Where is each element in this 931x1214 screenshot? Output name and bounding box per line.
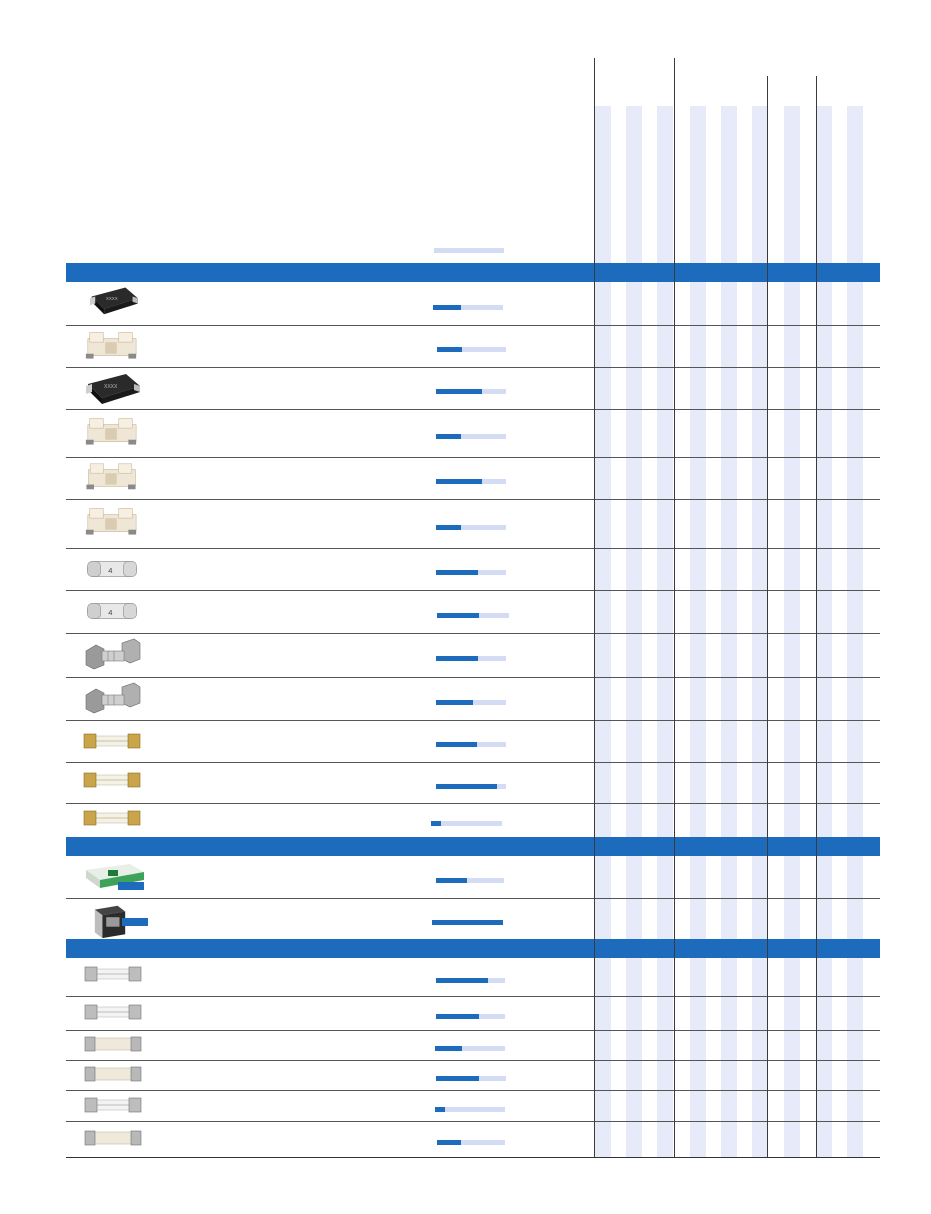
cartridge-fuse-icon — [82, 594, 142, 628]
row-separator — [66, 1090, 880, 1091]
row-separator — [66, 548, 880, 549]
rating-bar — [435, 1107, 505, 1112]
glass-fuse-icon — [82, 1095, 144, 1115]
row-separator — [66, 590, 880, 591]
section-header-band — [66, 263, 880, 282]
rating-bar — [437, 613, 509, 618]
rating-bar-fill — [437, 613, 479, 618]
rating-bar-fill — [436, 978, 488, 983]
rating-bar-fill — [436, 784, 497, 789]
section-header-band — [66, 939, 880, 958]
glass-fuse-icon — [82, 731, 142, 751]
row-separator — [66, 367, 880, 368]
product-tag — [122, 918, 148, 926]
row-separator — [66, 633, 880, 634]
rating-bar — [436, 656, 506, 661]
rating-bar-fill — [437, 1140, 461, 1145]
rating-bar-fill — [436, 434, 461, 439]
glass-fuse-icon — [82, 964, 144, 984]
rating-bar-fill — [436, 656, 478, 661]
row-separator — [66, 996, 880, 997]
row-separator — [66, 677, 880, 678]
rating-bar-fill — [433, 305, 461, 310]
rating-bar — [433, 305, 503, 310]
rating-bar — [436, 389, 506, 394]
rating-bar — [436, 878, 504, 883]
rating-bar-fill — [436, 570, 478, 575]
smd-fuse-black-icon — [84, 284, 142, 316]
smd-fuse-holder-icon — [82, 414, 140, 450]
column-group-rule — [594, 58, 595, 1158]
rating-bar-fill — [431, 821, 441, 826]
glass-fuse-icon — [82, 770, 142, 790]
rating-bar — [436, 479, 506, 484]
rating-bar-fill — [435, 1107, 445, 1112]
rating-bar — [436, 784, 506, 789]
rating-bar-fill — [436, 479, 482, 484]
ceramic-fuse-icon — [82, 1064, 144, 1084]
row-separator — [66, 720, 880, 721]
rating-bar-fill — [436, 1076, 479, 1081]
rating-bar-fill — [435, 1046, 462, 1051]
rating-bar-fill — [436, 700, 473, 705]
row-separator — [66, 803, 880, 804]
smd-fuse-black-icon — [82, 370, 142, 406]
rating-bar — [436, 742, 506, 747]
column-group-rule — [767, 76, 768, 1158]
rating-bar — [435, 1046, 505, 1051]
table-bottom-rule — [66, 1157, 880, 1158]
smd-fuse-holder-icon — [82, 504, 140, 540]
row-separator — [66, 325, 880, 326]
rating-bar-fill — [432, 920, 503, 925]
row-separator — [66, 898, 880, 899]
rating-bar — [437, 347, 506, 352]
section-header-band — [66, 837, 880, 856]
rating-bar — [436, 978, 505, 983]
rating-bar-fill — [436, 1014, 479, 1019]
ceramic-fuse-icon — [82, 1034, 144, 1054]
rating-bar-fill — [436, 878, 467, 883]
row-separator — [66, 457, 880, 458]
rating-bar — [436, 525, 506, 530]
glass-fuse-icon — [82, 808, 142, 828]
row-separator — [66, 1121, 880, 1122]
bolt-fuse-icon — [82, 680, 142, 718]
glass-fuse-icon — [82, 1002, 144, 1022]
row-separator — [66, 499, 880, 500]
smd-fuse-holder-icon — [82, 460, 140, 494]
rating-bar — [436, 434, 506, 439]
smd-fuse-holder-icon — [82, 328, 140, 364]
rating-bar — [436, 1014, 505, 1019]
rating-bar — [431, 821, 502, 826]
row-separator — [66, 409, 880, 410]
rating-bar — [436, 570, 506, 575]
cartridge-fuse-icon — [82, 552, 142, 586]
rating-bar — [432, 920, 503, 925]
rating-bar-fill — [436, 389, 482, 394]
row-separator — [66, 762, 880, 763]
row-separator — [66, 1060, 880, 1061]
rating-bar-fill — [436, 525, 461, 530]
header-legend-bar — [434, 248, 504, 253]
column-group-rule — [674, 58, 675, 1158]
rating-bar — [436, 1076, 506, 1081]
ceramic-fuse-icon — [82, 1128, 144, 1148]
rating-bar — [436, 700, 506, 705]
rating-bar-fill — [436, 742, 477, 747]
rating-bar — [437, 1140, 505, 1145]
rating-bar-fill — [437, 347, 462, 352]
row-separator — [66, 1030, 880, 1031]
column-group-rule — [816, 76, 817, 1158]
bolt-fuse-icon — [82, 636, 142, 674]
product-tag — [118, 882, 144, 890]
